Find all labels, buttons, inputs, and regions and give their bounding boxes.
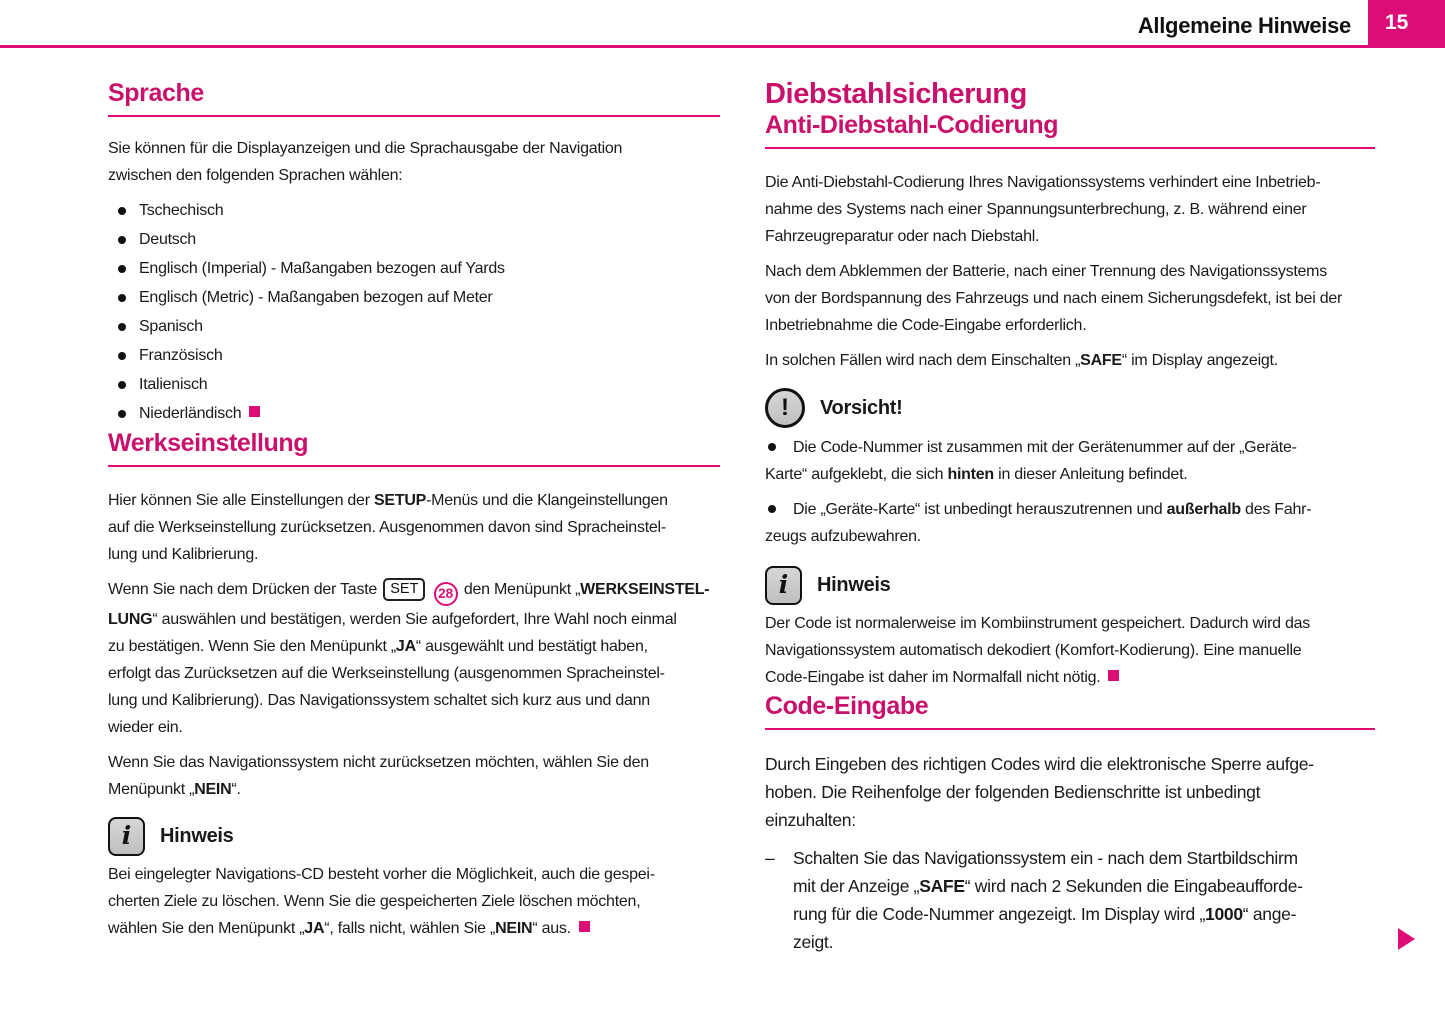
- bullet-icon: [118, 410, 126, 418]
- text-segment: cherten Ziele zu löschen. Wenn Sie die gespeicherten Ziele löschen möchten,: [108, 893, 641, 910]
- text-segment: “ ausgewählt und bestätigt haben,: [415, 638, 648, 655]
- step-item: [765, 844, 1375, 956]
- text-segment: Die Code-Nummer ist zusammen mit der Gerätenummer auf der „Geräte-: [793, 439, 1297, 456]
- section-heading-werkseinstellung: Werkseinstellung: [108, 428, 720, 467]
- section-end-marker: [1108, 670, 1119, 681]
- list-item: [108, 341, 720, 370]
- text-segment: Italienisch: [139, 376, 208, 393]
- sprache-intro: [108, 135, 720, 189]
- werkseinstellung-paragraph: [108, 749, 720, 803]
- list-item: [108, 370, 720, 399]
- text-segment: hoben. Die Reihenfolge der folgenden Bedienschritte ist unbedingt: [765, 782, 1261, 802]
- text-segment: NEIN: [194, 781, 232, 798]
- text-segment: Inbetriebnahme die Code-Eingabe erforderlich.: [765, 317, 1087, 334]
- text-segment: Navigationssystem automatisch dekodiert (Komfort-Kodierung). Eine manuelle: [765, 642, 1302, 659]
- anti-diebstahl-paragraph: [765, 169, 1375, 250]
- text-segment: Bei eingelegter Navigations-CD besteht vorher die Möglichkeit, auch die gespei-: [108, 866, 655, 883]
- text-segment: SAFE: [1080, 352, 1122, 369]
- section-heading-sprache: Sprache: [108, 78, 720, 117]
- list-item: [108, 283, 720, 312]
- info-icon: i: [108, 817, 145, 856]
- list-item: [108, 399, 720, 428]
- text-segment: des Fahr-: [1240, 501, 1312, 518]
- anti-diebstahl-paragraph: [765, 258, 1375, 339]
- text-segment: hinten: [947, 466, 994, 483]
- text-segment: “ auswählen und bestätigen, werden Sie aufgefordert, Ihre Wahl noch einmal: [152, 611, 677, 628]
- ref-badge-28: 28: [434, 582, 458, 606]
- werkseinstellung-paragraph: [108, 487, 720, 568]
- step-list: [765, 844, 1375, 956]
- text-segment: -Menüs und die Klangeinstellungen: [426, 492, 668, 509]
- info-icon: i: [765, 566, 802, 605]
- text-segment: in dieser Anleitung befindet.: [993, 466, 1188, 483]
- text-segment: lung und Kalibrierung.: [108, 546, 259, 563]
- text-segment: Schalten Sie das Navigationssystem ein - nach dem Startbildschirm: [793, 848, 1298, 868]
- note-header: [108, 817, 720, 856]
- caution-bullet: [765, 434, 1375, 488]
- text-segment: wieder ein.: [108, 719, 183, 736]
- text-segment: von der Bordspannung des Fahrzeugs und nach einem Sicherungsdefekt, ist bei der: [765, 290, 1343, 307]
- header-rule: [0, 45, 1445, 48]
- text-segment: auf die Werkseinstellung zurücksetzen. Ausgenommen davon sind Spracheinstel-: [108, 519, 666, 536]
- text-segment: JA: [304, 920, 325, 937]
- text-segment: Englisch (Metric) - Maßangaben bezogen auf Meter: [139, 289, 493, 306]
- text-segment: In solchen Fällen wird nach dem Einschalten „: [765, 352, 1081, 369]
- text-segment: Tschechisch: [139, 202, 224, 219]
- note-label: Hinweis: [817, 574, 891, 596]
- list-item: [108, 225, 720, 254]
- text-segment: zeugs aufzubewahren.: [765, 528, 921, 545]
- bullet-icon: [118, 207, 126, 215]
- text-segment: Karte“ aufgeklebt, die sich: [765, 466, 948, 483]
- text-segment: erfolgt das Zurücksetzen auf die Werkseinstellung (ausgenommen Spracheinstel-: [108, 665, 665, 682]
- text-segment: Niederländisch: [139, 405, 242, 422]
- text-segment: Der Code ist normalerweise im Kombiinstrument gespeichert. Dadurch wird das: [765, 615, 1311, 632]
- section-end-marker: [579, 921, 590, 932]
- bullet-icon: [768, 443, 776, 451]
- page-number: 15: [1385, 11, 1409, 34]
- text-segment: JA: [395, 638, 416, 655]
- text-segment: “, falls nicht, wählen Sie „: [324, 920, 496, 937]
- list-item: [108, 312, 720, 341]
- note-body: [108, 861, 720, 942]
- text-segment: “ ange-: [1242, 904, 1297, 924]
- text-segment: den Menüpunkt „: [459, 581, 581, 598]
- text-segment: LUNG: [108, 611, 153, 628]
- bullet-icon: [118, 323, 126, 331]
- text-segment: mit der Anzeige „: [793, 876, 920, 896]
- text-segment: Code-Eingabe ist daher im Normalfall nicht nötig.: [765, 669, 1101, 686]
- page-header-title: Allgemeine Hinweise: [1137, 13, 1351, 38]
- text-segment: Durch Eingeben des richtigen Codes wird die elektronische Sperre aufge-: [765, 754, 1314, 774]
- section-heading-code-eingabe: Code-Eingabe: [765, 691, 1375, 730]
- text-segment: lung und Kalibrierung). Das Navigationssystem schaltet sich kurz aus und dann: [108, 692, 650, 709]
- section-end-marker: [249, 406, 260, 417]
- bullet-icon: [118, 265, 126, 273]
- text-segment: Wenn Sie nach dem Drücken der Taste: [108, 581, 382, 598]
- caution-bullet: [765, 496, 1375, 550]
- caution-icon: !: [765, 388, 805, 428]
- code-eingabe-intro: [765, 750, 1375, 834]
- text-segment: 1000: [1205, 904, 1243, 924]
- text-segment: [427, 581, 431, 598]
- text-segment: nahme des Systems nach einer Spannungsunterbrechung, z. B. während einer: [765, 201, 1307, 218]
- text-segment: “.: [231, 781, 241, 798]
- section-heading-anti-diebstahl-codierung: Anti-Diebstahl-Codierung: [765, 110, 1375, 149]
- bullet-icon: [768, 505, 776, 513]
- caution-label: Vorsicht!: [820, 396, 903, 419]
- text-segment: rung für die Code-Nummer angezeigt. Im Display wird „: [793, 904, 1206, 924]
- text-segment: “ im Display angezeigt.: [1121, 352, 1278, 369]
- text-segment: Die Anti-Diebstahl-Codierung Ihres Navigationssystems verhindert eine Inbetrieb-: [765, 174, 1321, 191]
- bullet-icon: [118, 294, 126, 302]
- text-segment: zwischen den folgenden Sprachen wählen:: [108, 167, 403, 184]
- bullet-icon: [118, 352, 126, 360]
- text-segment: zu bestätigen. Wenn Sie den Menüpunkt „: [108, 638, 396, 655]
- text-segment: Fahrzeugreparatur oder nach Diebstahl.: [765, 228, 1040, 245]
- text-segment: Spanisch: [139, 318, 203, 335]
- text-segment: Wenn Sie das Navigationssystem nicht zurücksetzen möchten, wählen Sie den: [108, 754, 649, 771]
- text-segment: Die „Geräte-Karte“ ist unbedingt herauszutrennen und: [793, 501, 1167, 518]
- text-segment: NEIN: [495, 920, 533, 937]
- list-item: [108, 196, 720, 225]
- text-segment: außerhalb: [1166, 501, 1241, 518]
- language-list: [108, 196, 720, 428]
- continue-arrow-icon: [1398, 928, 1415, 950]
- text-segment: Nach dem Abklemmen der Batterie, nach einer Trennung des Navigationssystems: [765, 263, 1327, 280]
- text-segment: zeigt.: [793, 932, 834, 952]
- text-segment: einzuhalten:: [765, 810, 856, 830]
- text-segment: SAFE: [919, 876, 965, 896]
- text-segment: “ wird nach 2 Sekunden die Eingabeaufforde-: [964, 876, 1303, 896]
- bullet-icon: [118, 381, 126, 389]
- page-number-tab: [1368, 0, 1445, 46]
- text-segment: Französisch: [139, 347, 223, 364]
- text-segment: Deutsch: [139, 231, 196, 248]
- note-body: [765, 610, 1375, 691]
- text-segment: WERKSEINSTEL-: [580, 581, 710, 598]
- left-column: [108, 78, 720, 942]
- list-item: [108, 254, 720, 283]
- text-segment: “ aus.: [532, 920, 571, 937]
- note-label: Hinweis: [160, 825, 234, 847]
- text-segment: Hier können Sie alle Einstellungen der: [108, 492, 374, 509]
- werkseinstellung-paragraph: [108, 576, 720, 741]
- key-set: SET: [383, 578, 425, 601]
- bullet-icon: [118, 236, 126, 244]
- text-segment: SETUP: [373, 492, 427, 509]
- text-segment: Englisch (Imperial) - Maßangaben bezogen auf Yards: [139, 260, 505, 277]
- chapter-heading-diebstahlsicherung: Diebstahlsicherung: [765, 78, 1027, 110]
- text-segment: wählen Sie den Menüpunkt „: [108, 920, 305, 937]
- right-column: [765, 78, 1375, 956]
- text-segment: Sie können für die Displayanzeigen und die Sprachausgabe der Navigation: [108, 140, 623, 157]
- caution-header: [765, 388, 1375, 428]
- anti-diebstahl-paragraph: [765, 347, 1375, 374]
- dash-marker: –: [765, 848, 775, 868]
- text-segment: Menüpunkt „: [108, 781, 195, 798]
- note-header: [765, 566, 1375, 605]
